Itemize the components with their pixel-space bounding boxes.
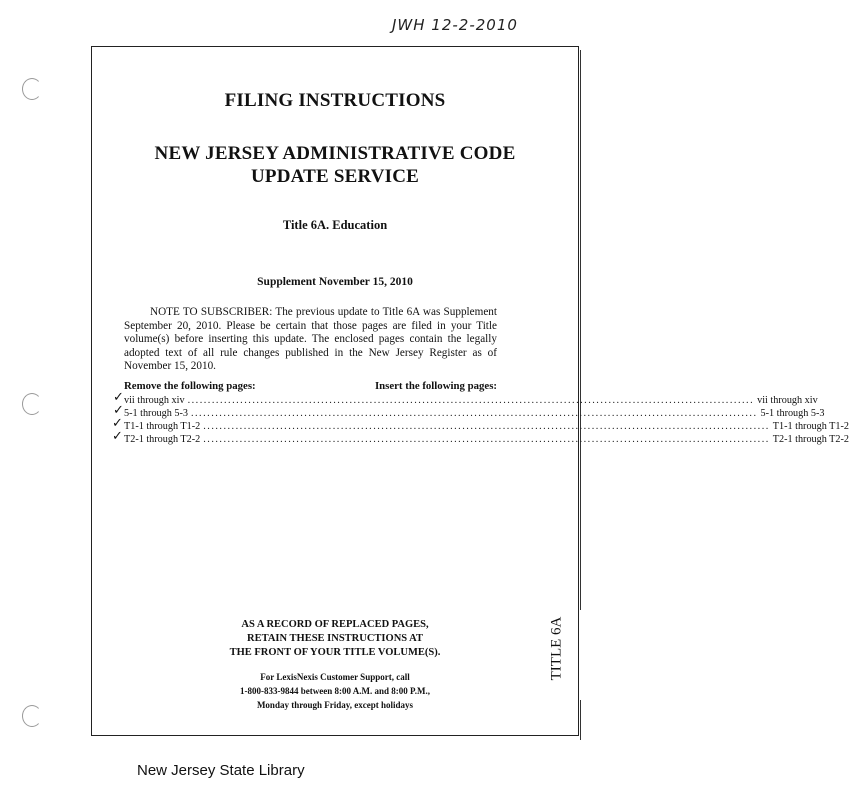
handwritten-annotation: JWH 12-2-2010 <box>392 16 518 34</box>
leader-dots: ............................................................................................................................................ <box>203 434 770 445</box>
remove-header: Remove the following pages: <box>124 380 256 392</box>
table-row <box>120 407 825 420</box>
remove-range: vii through xiv <box>124 395 185 406</box>
code-title-line1: NEW JERSEY ADMINISTRATIVE CODE <box>154 143 516 164</box>
punch-hole-bottom <box>22 705 42 727</box>
record-line2: RETAIN THESE INSTRUCTIONS AT <box>247 633 423 644</box>
table-row <box>120 433 849 446</box>
supplement-date: Supplement November 15, 2010 <box>257 276 413 288</box>
punch-hole-top <box>22 78 42 100</box>
check-mark-icon: ✓ <box>112 429 123 444</box>
remove-range: T2-1 through T2-2 <box>124 434 201 445</box>
side-tab <box>539 598 575 698</box>
check-mark-icon: ✓ <box>112 416 123 431</box>
punch-hole-middle <box>22 393 42 415</box>
insert-range: T2-1 through T2-2 <box>772 434 849 445</box>
leader-dots: ............................................................................................................................................ <box>190 408 758 419</box>
leader-dots: ............................................................................................................................................ <box>203 421 770 432</box>
table-row <box>120 420 849 433</box>
check-mark-icon: ✓ <box>113 403 124 418</box>
check-mark-icon: ✓ <box>113 390 124 405</box>
support-line2: 1-800-833-9844 between 8:00 A.M. and 8:00 P.M., <box>240 686 430 696</box>
insert-range: T1-1 through T1-2 <box>772 421 849 432</box>
side-tab-label: TITLE 6A <box>548 616 565 680</box>
insert-range: vii through xiv <box>757 395 818 406</box>
insert-range: 5-1 through 5-3 <box>760 408 825 419</box>
title-name: Title 6A. Education <box>282 218 388 232</box>
tab-divider-line <box>580 50 581 610</box>
insert-header: Insert the following pages: <box>374 380 497 392</box>
tab-divider-line-bottom <box>580 700 581 740</box>
record-line1: AS A RECORD OF REPLACED PAGES, <box>241 619 429 630</box>
remove-range: 5-1 through 5-3 <box>124 408 188 419</box>
page-title: FILING INSTRUCTIONS <box>224 90 446 111</box>
support-line1: For LexisNexis Customer Support, call <box>260 672 410 682</box>
library-stamp: New Jersey State Library <box>137 762 305 779</box>
record-line3: THE FRONT OF YOUR TITLE VOLUME(S). <box>229 647 441 658</box>
table-row <box>120 394 818 407</box>
leader-dots: ............................................................................................................................................ <box>187 395 755 406</box>
remove-range: T1-1 through T1-2 <box>124 421 201 432</box>
support-line3: Monday through Friday, except holidays <box>256 700 414 710</box>
subscriber-note: NOTE TO SUBSCRIBER: The previous update to Title 6A was Supplement September 20, 2010. Please be certain that those pages are filed in your Title volume(s) before inserting this update. The enclosed pages contain the legally adopted text of all rule changes published in the New Jersey Register as of November 15, 2010. <box>124 306 497 373</box>
code-title-line2: UPDATE SERVICE <box>250 166 420 187</box>
